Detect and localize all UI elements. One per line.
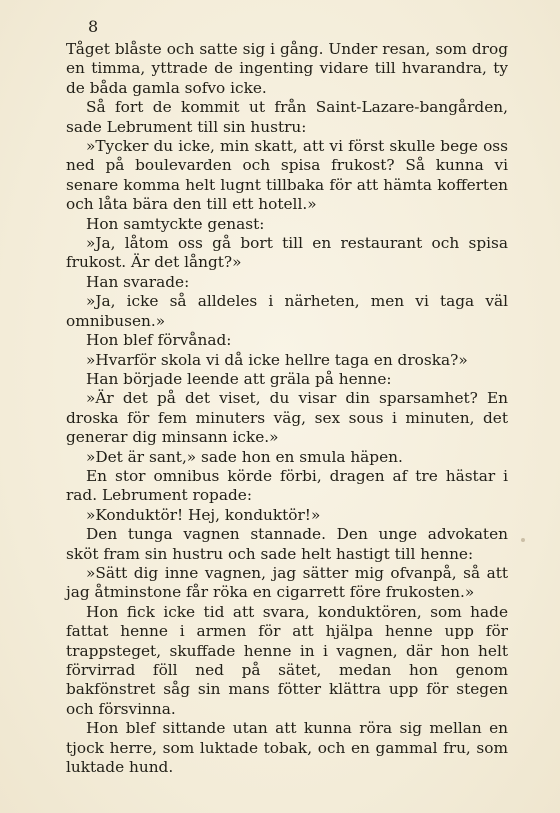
paragraph: »Tycker du icke, min skatt, att vi först skulle bege oss ned på boulevarden och spisa frukost? Så kunna vi senare komma helt lugnt tillbaka för att hämta kofferten och låta bära den till ett hotell.»	[66, 137, 508, 214]
page-body-text	[66, 40, 508, 777]
paragraph: Så fort de kommit ut från Saint-Lazare-bangården, sade Lebrument till sin hustru:	[66, 98, 508, 136]
paragraph: Han svarade:	[86, 272, 190, 291]
paragraph: »Är det på det viset, du visar din sparsamhet? En droska för fem minuters väg, sex sous i minuten, det generar dig minsann icke.»	[66, 389, 508, 447]
paragraph: Den tunga vagnen stannade. Den unge advokaten sköt fram sin hustru och sade helt hastigt till henne:	[66, 525, 508, 563]
paragraph: »Sätt dig inne vagnen, jag sätter mig ofvanpå, så att jag åtminstone får röka en cigarrett före frukosten.»	[66, 563, 508, 602]
paragraph: »Ja, låtom oss gå bort till en restaurant och spisa frukost. Är det långt?»	[66, 234, 508, 272]
paragraph: »Hvarför skola vi då icke hellre taga en droska?»	[86, 350, 468, 369]
page-number: 8	[88, 17, 99, 36]
paragraph: Hon fick icke tid att svara, konduktören, som hade fattat henne i armen för att hjälpa henne upp för trappsteget, skuffade henne in i vagnen, där hon helt förvirrad föll ned på sätet, medan hon genom bakfönstret såg sin mans fötter klättra upp för stegen och försvinna.	[66, 602, 508, 718]
paragraph: Hon samtyckte genast:	[86, 214, 265, 233]
paragraph: Hon blef förvånad:	[86, 331, 232, 350]
paragraph: »Ja, icke så alldeles i närheten, men vi taga väl omnibusen.»	[66, 292, 508, 330]
paragraph: En stor omnibus körde förbi, dragen af tre hästar i rad. Lebrument ropade:	[66, 466, 508, 505]
paragraph: Tåget blåste och satte sig i gång. Under resan, som drog en timma, yttrade de ingenting vidare till hvarandra, ty de båda gamla sofvo icke.	[66, 40, 508, 97]
paper-speck	[521, 538, 525, 542]
paragraph: »Det är sant,» sade hon en smula häpen.	[86, 447, 403, 466]
paragraph: »Konduktör! Hej, konduktör!»	[86, 505, 321, 524]
paragraph: Han började leende att gräla på henne:	[86, 369, 392, 388]
paragraph: Hon blef sittande utan att kunna röra sig mellan en tjock herre, som luktade tobak, och en gammal fru, som luktade hund.	[66, 719, 508, 777]
